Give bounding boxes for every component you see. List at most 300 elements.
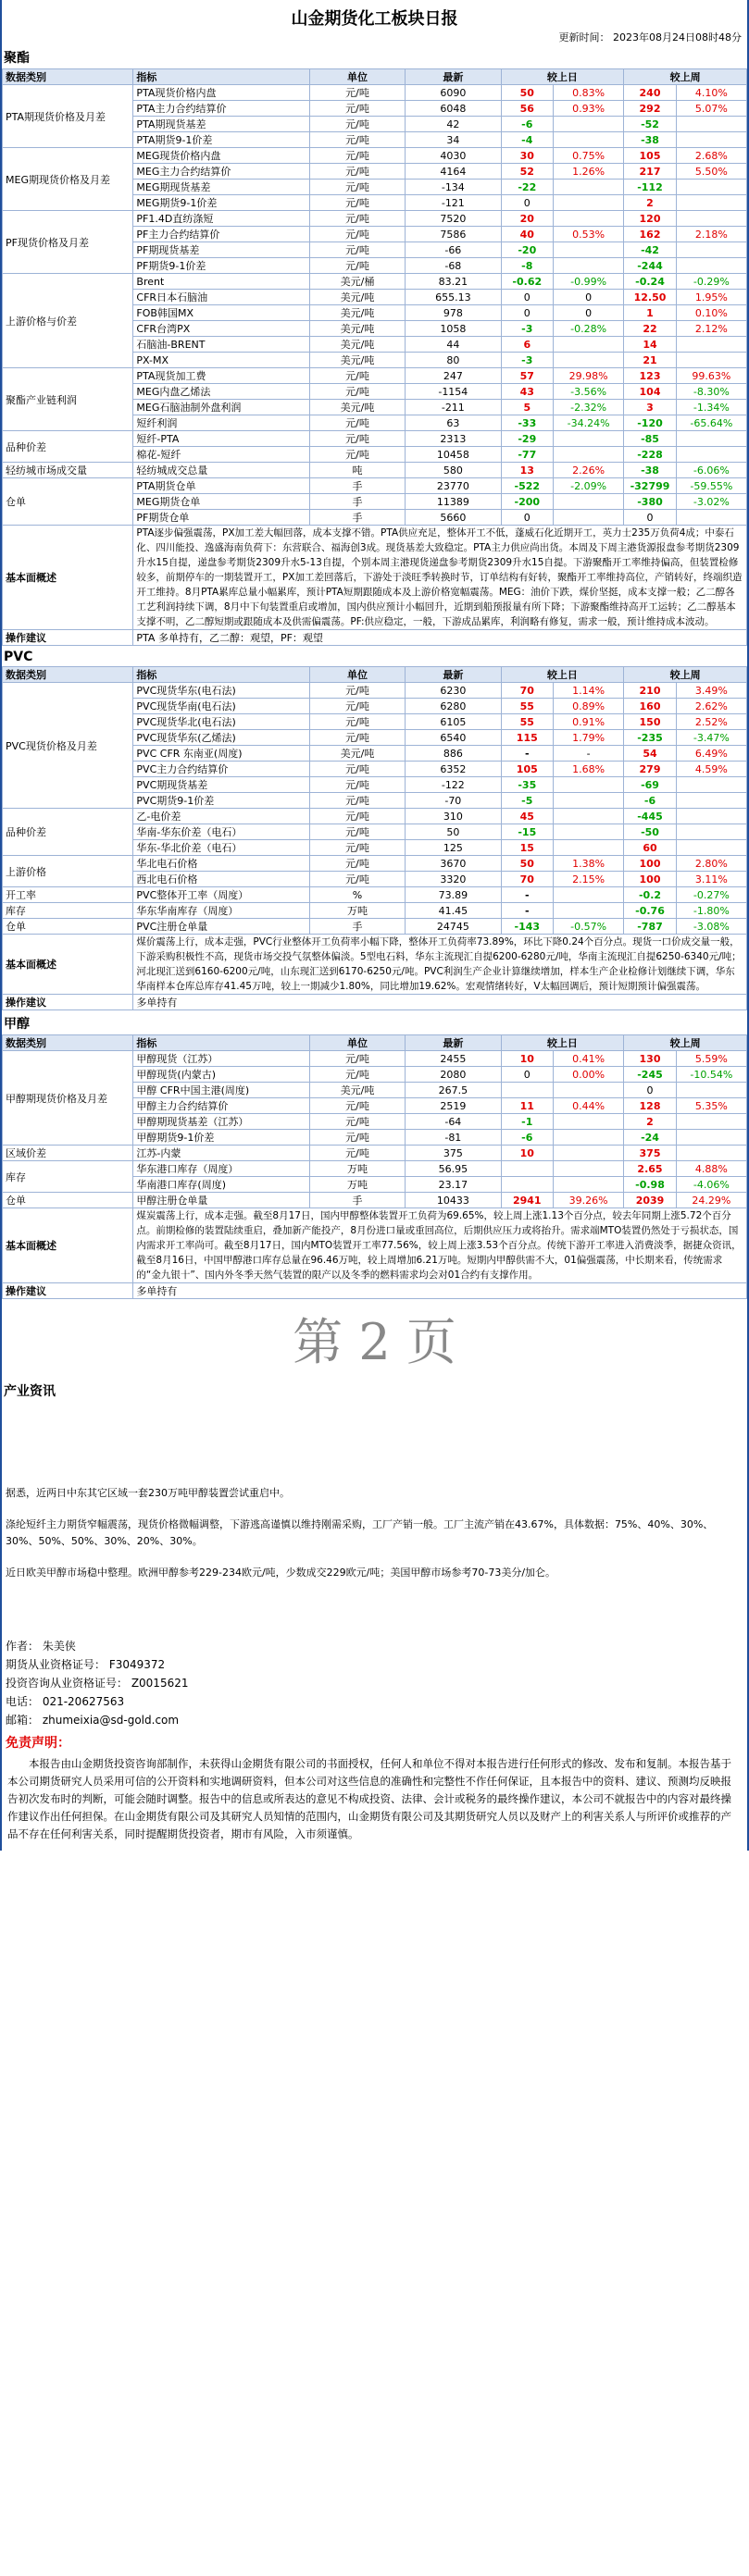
table-cell: [676, 840, 746, 856]
table-cell: 元/吨: [309, 242, 405, 258]
table-cell: -50: [624, 824, 677, 840]
table-cell: 美元/吨: [309, 353, 405, 368]
table-cell: 45: [501, 809, 554, 824]
table-cell: 元/吨: [309, 101, 405, 117]
table-cell: PVC注册仓单量: [133, 919, 309, 935]
column-header: 单位: [309, 69, 405, 85]
table-cell: 0.89%: [554, 699, 624, 714]
table-cell: [676, 1146, 746, 1161]
table-cell: 2.68%: [676, 148, 746, 164]
data-table: [2, 1034, 747, 1299]
table-row: [3, 148, 747, 164]
table-cell: 2.26%: [554, 463, 624, 478]
table-row: [3, 683, 747, 699]
table-cell: 99.63%: [676, 368, 746, 384]
category-cell: 开工率: [3, 887, 133, 903]
table-row: [3, 919, 747, 935]
table-cell: -6: [624, 793, 677, 809]
table-cell: [676, 211, 746, 227]
table-cell: PVC现货华东(电石法): [133, 683, 309, 699]
section-title: 甲醇: [4, 1017, 30, 1032]
column-header: 指标: [133, 667, 309, 683]
table-cell: [676, 447, 746, 463]
table-cell: 29.98%: [554, 368, 624, 384]
table-cell: 10458: [406, 447, 501, 463]
table-cell: 292: [624, 101, 677, 117]
news-title: 产业资讯: [4, 1384, 56, 1399]
column-header: 最新: [406, 69, 501, 85]
table-cell: 14: [624, 337, 677, 353]
table-cell: 44: [406, 337, 501, 353]
table-cell: 0: [554, 290, 624, 305]
category-cell: PTA期现货价格及月差: [3, 85, 133, 148]
table-cell: 55: [501, 699, 554, 714]
table-cell: 元/吨: [309, 1051, 405, 1067]
table-cell: 115: [501, 730, 554, 746]
table-cell: [554, 510, 624, 526]
column-header: 单位: [309, 1035, 405, 1051]
table-cell: -228: [624, 447, 677, 463]
category-cell: 品种价差: [3, 431, 133, 463]
table-cell: -200: [501, 494, 554, 510]
table-cell: 元/吨: [309, 1098, 405, 1114]
table-cell: 元/吨: [309, 856, 405, 872]
table-cell: 6048: [406, 101, 501, 117]
table-cell: 6230: [406, 683, 501, 699]
table-cell: 11389: [406, 494, 501, 510]
table-cell: 3320: [406, 872, 501, 887]
table-cell: Brent: [133, 274, 309, 290]
table-cell: 10: [501, 1051, 554, 1067]
table-cell: 15: [501, 840, 554, 856]
column-header: 指标: [133, 69, 309, 85]
table-cell: 江苏-内蒙: [133, 1146, 309, 1161]
table-cell: -143: [501, 919, 554, 935]
column-header: 数据类别: [3, 667, 133, 683]
table-cell: -112: [624, 180, 677, 195]
table-cell: -4: [501, 132, 554, 148]
table-cell: 2.65: [624, 1161, 677, 1177]
table-cell: 57: [501, 368, 554, 384]
table-cell: 0.53%: [554, 227, 624, 242]
table-cell: [676, 258, 746, 274]
table-cell: 万吨: [309, 1161, 405, 1177]
section-title: 聚酯: [4, 51, 30, 66]
table-cell: PX-MX: [133, 353, 309, 368]
table-row: [3, 274, 747, 290]
column-header: 较上周: [624, 69, 747, 85]
table-cell: 150: [624, 714, 677, 730]
table-cell: 2455: [406, 1051, 501, 1067]
table-cell: 元/吨: [309, 793, 405, 809]
table-cell: 0: [501, 510, 554, 526]
category-cell: 仓单: [3, 1193, 133, 1208]
category-cell: 轻纺城市场成交量: [3, 463, 133, 478]
table-cell: PVC现货华南(电石法): [133, 699, 309, 714]
table-cell: [676, 431, 746, 447]
table-cell: [676, 1083, 746, 1098]
table-cell: 655.13: [406, 290, 501, 305]
table-cell: 元/吨: [309, 872, 405, 887]
table-cell: PF1.4D直纺涤短: [133, 211, 309, 227]
table-cell: MEG内盘乙烯法: [133, 384, 309, 400]
category-cell: 区域价差: [3, 1146, 133, 1161]
table-cell: -3.02%: [676, 494, 746, 510]
table-cell: PVC期货9-1价差: [133, 793, 309, 809]
table-cell: 元/吨: [309, 384, 405, 400]
table-cell: -3.08%: [676, 919, 746, 935]
summary-text: 煤炭震荡上行，成本走强。截至8月17日，国内甲醇整体装置开工负荷为69.65%，较上周上涨1.13个百分点，较去年同期上涨5.72个百分点。前期检修的装置陆续重启，叠加新产能投产，8月份进口量或重回高位，后期供应压力或将抬升。需求端MTO装置仍然处于亏损状态，国内需求开工率尚可。截至8月17日，国内MTO装置开工率77.56%，较上周上涨3.53个百分点。传统下游开工率进入消费淡季，据捷众资讯，截至8月16日，中国甲醇港口库存总量在96.46万吨，较上周增加6.21万吨。短期内甲醇供需不大，01偏强震荡，中长期来看，传统需求的“金九银十”、国内外冬季天然气装置的限产以及冬季的燃料需求均会对01合约有支撑作用。: [133, 1208, 747, 1283]
table-cell: 4.59%: [676, 762, 746, 777]
table-row: [3, 1161, 747, 1177]
table-cell: 手: [309, 1193, 405, 1208]
table-cell: 24.29%: [676, 1193, 746, 1208]
summary-text: PTA逐步偏强震荡，PX加工差大幅回落，成本支撑不错。PTA供应充足，整体开工不低，蓬威石化近期开工，英力士235万负荷4成；中泰石化、四川能投、逸盛海南负荷下：东营联合、福海创3成。现货基差大致稳定。PTA主力供应尚出货。本周及下周主港货源报盘参考期货2309升水15自提，递盘参考期货2309升水5-13自提，个别本周主港现货递盘参考期货2309升水15自提。下游聚酯开工率维持偏高，但装置检修较多，前期停车的一期装置开工，PX加工差回落后，下游处于淡旺季转换时节，订单结构有好转，聚酯开工率维持高位，产销转好，终端织造开工维持。8月PTA累库总量小幅累库，预计PTA短期跟随成本及上游价格宽幅震荡。MEG：油价下跌，煤价坚挺，成本支撑一般；乙二醇各工艺利润持续下调，8月中下旬装置重启或增加，国内供应预计小幅回升，近期到船预报量有所下降；下游聚酯维持高开工运转；乙二醇基本支撑不明，乙二醇短期或跟随成本及供需偏震荡。PF:供应稳定，一般，下游成品累库，利润略有修复，需求一般，预计维持成本波动。: [133, 526, 747, 630]
table-cell: 10: [501, 1146, 554, 1161]
table-cell: [554, 809, 624, 824]
table-cell: -65.64%: [676, 415, 746, 431]
table-cell: 0: [624, 1083, 677, 1098]
table-cell: [554, 1161, 624, 1177]
table-cell: 1: [624, 305, 677, 321]
table-cell: -0.57%: [554, 919, 624, 935]
table-cell: 1058: [406, 321, 501, 337]
summary-label: 基本面概述: [3, 526, 133, 630]
table-cell: -59.55%: [676, 478, 746, 494]
category-cell: MEG期现货价格及月差: [3, 148, 133, 211]
table-cell: -245: [624, 1067, 677, 1083]
table-cell: 华南港口库存(周度): [133, 1177, 309, 1193]
table-cell: -: [501, 746, 554, 762]
advice-text: PTA 多单持有，乙二醇：观望，PF：观望: [133, 630, 747, 646]
table-cell: 5.35%: [676, 1098, 746, 1114]
table-cell: 0.44%: [554, 1098, 624, 1114]
table-cell: 279: [624, 762, 677, 777]
table-cell: 乙-电价差: [133, 809, 309, 824]
table-cell: PVC现货华东(乙烯法): [133, 730, 309, 746]
table-cell: 34: [406, 132, 501, 148]
table-header-row: [3, 667, 747, 683]
table-cell: 0.83%: [554, 85, 624, 101]
author-phone: 电话： 021-20627563: [6, 1695, 125, 1708]
table-cell: -22: [501, 180, 554, 195]
table-cell: 4.10%: [676, 85, 746, 101]
table-cell: 华东-华北价差（电石）: [133, 840, 309, 856]
table-cell: 棉花-短纤: [133, 447, 309, 463]
table-cell: MEG石脑油制外盘利润: [133, 400, 309, 415]
table-cell: 元/吨: [309, 699, 405, 714]
table-cell: 元/吨: [309, 1114, 405, 1130]
table-cell: MEG现货价格内盘: [133, 148, 309, 164]
table-cell: 7520: [406, 211, 501, 227]
category-cell: 仓单: [3, 478, 133, 526]
table-cell: -6.06%: [676, 463, 746, 478]
table-cell: 2.12%: [676, 321, 746, 337]
table-cell: 6352: [406, 762, 501, 777]
news-item-2: 涤纶短纤主力期货窄幅震荡，现货价格微幅调整，下游逃高谨慎以维持刚需采购，工厂产销一般。工厂主流产销在43.67%，具体数据：75%、40%、30%、30%、50%、50%、30%、20%、30%。: [6, 1518, 714, 1547]
table-cell: 轻纺城成交总量: [133, 463, 309, 478]
table-cell: -4.06%: [676, 1177, 746, 1193]
table-cell: -29: [501, 431, 554, 447]
table-cell: 7586: [406, 227, 501, 242]
table-cell: CFR日本石脑油: [133, 290, 309, 305]
table-cell: 60: [624, 840, 677, 856]
table-cell: 5.59%: [676, 1051, 746, 1067]
table-cell: 2.18%: [676, 227, 746, 242]
table-cell: [676, 1114, 746, 1130]
table-cell: -1154: [406, 384, 501, 400]
disclaimer-title: 免责声明：: [6, 1736, 70, 1751]
table-cell: 978: [406, 305, 501, 321]
table-cell: 元/吨: [309, 368, 405, 384]
table-cell: -77: [501, 447, 554, 463]
table-cell: PVC主力合约结算价: [133, 762, 309, 777]
table-cell: [554, 903, 624, 919]
table-cell: 580: [406, 463, 501, 478]
table-cell: 40: [501, 227, 554, 242]
table-cell: -52: [624, 117, 677, 132]
table-cell: 元/吨: [309, 431, 405, 447]
table-cell: 短纤-PTA: [133, 431, 309, 447]
disclaimer-text: 本报告由山金期货投资咨询部制作，未获得山金期货有限公司的书面授权，任何人和单位不得对本报告进行任何形式的修改、发布和复制。本报告基于本公司期货研究人员采用可信的公开资料和实地调研资料，但本公司对这些信息的准确性和完整性不作任何保证，且本报告中的资料、建议、预测均反映报告初次发布时的判断，可能会随时调整。报告中的信息或所表达的意见不构成投资、法律、会计或税务的最终操作建议，本公司不就报告中的内容对最终操作建议作出任何担保。在山金期货有限公司及其研究人员知情的范围内，山金期货有限公司及其期货研究人员以及财产上的利害关系人与所评价或推荐的产品不存在任何利害关系，同时提醒期货投资者，期市有风险，入市须谨慎。: [7, 1757, 731, 1840]
table-cell: -64: [406, 1114, 501, 1130]
table-cell: 2.62%: [676, 699, 746, 714]
table-cell: 华南-华东价差（电石）: [133, 824, 309, 840]
table-cell: 2: [624, 1114, 677, 1130]
table-cell: 元/吨: [309, 117, 405, 132]
table-cell: 元/吨: [309, 809, 405, 824]
column-header: 较上周: [624, 1035, 747, 1051]
table-cell: 54: [624, 746, 677, 762]
table-cell: 83.21: [406, 274, 501, 290]
table-cell: 310: [406, 809, 501, 824]
table-cell: 0.00%: [554, 1067, 624, 1083]
table-cell: 2519: [406, 1098, 501, 1114]
table-cell: 2039: [624, 1193, 677, 1208]
table-cell: 10433: [406, 1193, 501, 1208]
table-cell: 20: [501, 211, 554, 227]
sections-container: [2, 44, 747, 1378]
table-cell: 0.41%: [554, 1051, 624, 1067]
table-row: [3, 903, 747, 919]
category-cell: 库存: [3, 1161, 133, 1193]
table-cell: -69: [624, 777, 677, 793]
table-cell: [554, 1114, 624, 1130]
table-row: [3, 1051, 747, 1067]
table-cell: 甲醇 CFR中国主港(周度): [133, 1083, 309, 1098]
table-cell: 美元/吨: [309, 746, 405, 762]
table-cell: 3.49%: [676, 683, 746, 699]
data-table: [2, 666, 747, 1010]
table-cell: PF期现货基差: [133, 242, 309, 258]
table-cell: [554, 353, 624, 368]
table-cell: 39.26%: [554, 1193, 624, 1208]
column-header: 数据类别: [3, 69, 133, 85]
table-cell: -1.34%: [676, 400, 746, 415]
table-cell: [676, 353, 746, 368]
table-cell: 80: [406, 353, 501, 368]
table-cell: 0: [501, 1067, 554, 1083]
table-cell: PVC整体开工率（周度）: [133, 887, 309, 903]
table-cell: 50: [501, 856, 554, 872]
advice-text: 多单持有: [133, 995, 747, 1010]
table-cell: -3.47%: [676, 730, 746, 746]
table-cell: PF期货9-1价差: [133, 258, 309, 274]
table-cell: -1.80%: [676, 903, 746, 919]
table-cell: 56: [501, 101, 554, 117]
table-cell: -34.24%: [554, 415, 624, 431]
column-header: 较上日: [501, 1035, 624, 1051]
table-cell: -24: [624, 1130, 677, 1146]
table-cell: 甲醇期现货基差（江苏）: [133, 1114, 309, 1130]
table-cell: 6090: [406, 85, 501, 101]
table-cell: -15: [501, 824, 554, 840]
table-cell: 元/吨: [309, 714, 405, 730]
table-row: [3, 463, 747, 478]
table-cell: PTA期现货基差: [133, 117, 309, 132]
table-cell: 22: [624, 321, 677, 337]
table-cell: 123: [624, 368, 677, 384]
table-cell: 240: [624, 85, 677, 101]
table-cell: [554, 195, 624, 211]
table-cell: 元/吨: [309, 1067, 405, 1083]
table-cell: FOB韩国MX: [133, 305, 309, 321]
table-cell: 128: [624, 1098, 677, 1114]
summary-label: 基本面概述: [3, 1208, 133, 1283]
summary-row: [3, 935, 747, 995]
table-cell: 4164: [406, 164, 501, 180]
table-cell: -: [554, 746, 624, 762]
table-cell: [554, 211, 624, 227]
table-cell: 5660: [406, 510, 501, 526]
table-cell: 2.80%: [676, 856, 746, 872]
table-cell: 6: [501, 337, 554, 353]
news-item-3: 近日欧美甲醇市场稳中整理。欧洲甲醇参考229-234欧元/吨，少数成交229欧元/吨；美国甲醇市场参考70-73美分/加仑。: [6, 1567, 556, 1579]
table-cell: -0.29%: [676, 274, 746, 290]
column-header: 较上日: [501, 667, 624, 683]
table-cell: [676, 117, 746, 132]
table-cell: [554, 1177, 624, 1193]
column-header: 较上周: [624, 667, 747, 683]
table-cell: 2: [624, 195, 677, 211]
table-cell: 元/吨: [309, 683, 405, 699]
advice-row: [3, 995, 747, 1010]
table-cell: [554, 117, 624, 132]
table-cell: PTA现货加工费: [133, 368, 309, 384]
table-cell: [554, 777, 624, 793]
table-cell: 华东华南库存（周度）: [133, 903, 309, 919]
table-cell: 70: [501, 872, 554, 887]
table-cell: 元/吨: [309, 1130, 405, 1146]
table-cell: 元/吨: [309, 164, 405, 180]
table-cell: MEG期货仓单: [133, 494, 309, 510]
table-cell: 267.5: [406, 1083, 501, 1098]
table-cell: 50: [501, 85, 554, 101]
table-cell: 0.91%: [554, 714, 624, 730]
table-cell: PVC CFR 东南亚(周度): [133, 746, 309, 762]
summary-row: [3, 1208, 747, 1283]
column-header: 最新: [406, 1035, 501, 1051]
table-cell: 0: [501, 195, 554, 211]
table-cell: 130: [624, 1051, 677, 1067]
table-cell: 万吨: [309, 1177, 405, 1193]
table-row: [3, 368, 747, 384]
table-cell: PTA现货价格内盘: [133, 85, 309, 101]
author-name: 作者： 朱美侠: [6, 1640, 76, 1653]
table-cell: -0.2: [624, 887, 677, 903]
table-cell: -235: [624, 730, 677, 746]
table-row: [3, 85, 747, 101]
advice-text: 多单持有: [133, 1283, 747, 1299]
table-cell: -121: [406, 195, 501, 211]
table-cell: 50: [406, 824, 501, 840]
summary-row: [3, 526, 747, 630]
table-cell: -0.99%: [554, 274, 624, 290]
table-cell: 104: [624, 384, 677, 400]
report-title: 山金期货化工板块日报: [291, 9, 458, 29]
author-block: [2, 1637, 747, 1729]
table-cell: -38: [624, 132, 677, 148]
table-cell: 21: [624, 353, 677, 368]
table-cell: [554, 887, 624, 903]
table-cell: [554, 258, 624, 274]
author-consult-license: 投资咨询从业资格证号： Z0015621: [6, 1677, 189, 1690]
table-cell: -85: [624, 431, 677, 447]
advice-label: 操作建议: [3, 995, 133, 1010]
table-cell: 元/吨: [309, 1146, 405, 1161]
table-cell: -380: [624, 494, 677, 510]
table-cell: -2.32%: [554, 400, 624, 415]
table-cell: -8.30%: [676, 384, 746, 400]
table-cell: 6105: [406, 714, 501, 730]
table-cell: 73.89: [406, 887, 501, 903]
table-cell: [676, 1130, 746, 1146]
table-cell: %: [309, 887, 405, 903]
table-cell: 手: [309, 919, 405, 935]
table-cell: [676, 510, 746, 526]
table-cell: 375: [624, 1146, 677, 1161]
table-cell: -20: [501, 242, 554, 258]
table-cell: 5.50%: [676, 164, 746, 180]
table-cell: 0.75%: [554, 148, 624, 164]
table-cell: 56.95: [406, 1161, 501, 1177]
table-cell: -0.28%: [554, 321, 624, 337]
table-header-row: [3, 1035, 747, 1051]
column-header: 较上日: [501, 69, 624, 85]
table-cell: -35: [501, 777, 554, 793]
table-row: [3, 478, 747, 494]
category-cell: PF现货价格及月差: [3, 211, 133, 274]
table-cell: 0: [554, 305, 624, 321]
summary-text: 煤价震荡上行，成本走强，PVC行业整体开工负荷率小幅下降，整体开工负荷率73.89%，环比下降0.24个百分点。现货一口价成交量一般，下游采购积极性不高，现货市场交投气氛整体偏淡。5型电石料，华东主流现汇自提6200-6280元/吨，华南主流现汇自提6250-6340元/吨；河北现汇送到6160-6200元/吨，山东现汇送到6170-6250元/吨。PVC利润生产企业计算继续增加，样本生产企业检修计划继续下调，华东华南样本仓库总库存41.45万吨，较上一期减少1.80%，同比增加19.62%。宏观情绪转好，V太幅回调后，预计短期预计偏强震荡。: [133, 935, 747, 995]
table-cell: 43: [501, 384, 554, 400]
table-cell: PTA期货仓单: [133, 478, 309, 494]
summary-label: 基本面概述: [3, 935, 133, 995]
column-header: 指标: [133, 1035, 309, 1051]
table-cell: 375: [406, 1146, 501, 1161]
section-title: PVC: [4, 650, 33, 664]
table-cell: -0.27%: [676, 887, 746, 903]
table-cell: 5.07%: [676, 101, 746, 117]
table-cell: 1.14%: [554, 683, 624, 699]
table-cell: 1.95%: [676, 290, 746, 305]
table-cell: -66: [406, 242, 501, 258]
table-cell: 0.10%: [676, 305, 746, 321]
table-cell: -32799: [624, 478, 677, 494]
table-cell: PTA主力合约结算价: [133, 101, 309, 117]
table-cell: 162: [624, 227, 677, 242]
table-cell: 元/吨: [309, 840, 405, 856]
